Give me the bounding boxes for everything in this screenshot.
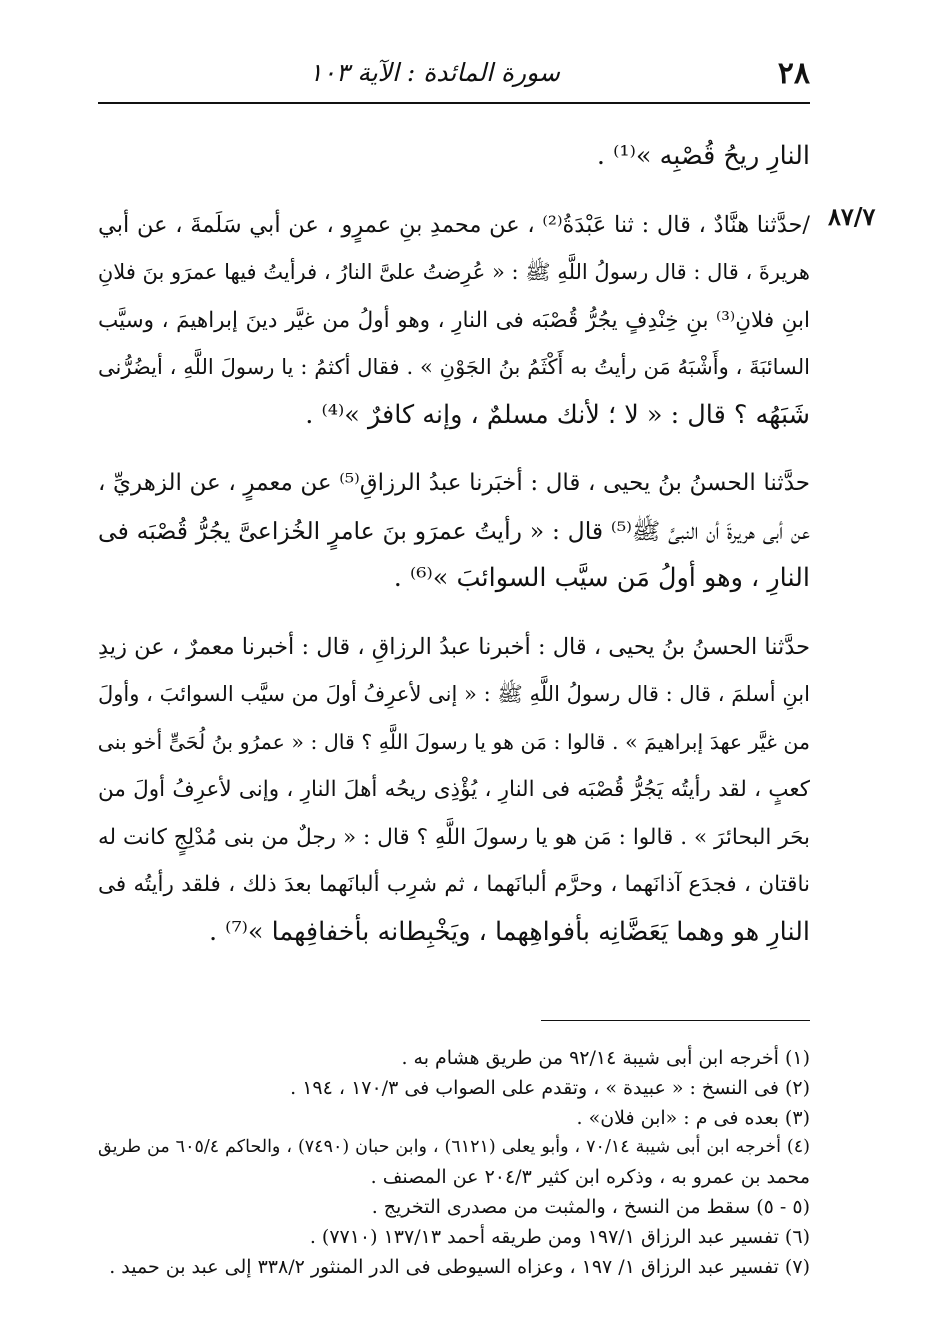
body-line: كعبٍ ، لقد رأيتُه يَجُرُّ قُصْبَه فى النارِ ، يُؤْذِى ريحُه أهلَ النارِ ، وإنى لأعرِفُ أولَ من [98,777,810,802]
body-line: شَبَهُه ؟ قال : « لا ؛ لأنك مسلمٌ ، وإنه كافرٌ »⁽⁴⁾ . [305,399,810,430]
body-line: النارِ ريحُ قُصْبِه »⁽¹⁾ . [596,141,810,171]
footnote: (٥ - ٥) سقط من النسخ ، والمثبت من مصدرى التخريج . [371,1195,810,1218]
footnote: (٢) فى النسخ : « عبيدة » ، وتقدم على الصواب فى ١٧٠/٣ ، ١٩٤ . [290,1076,810,1099]
body-line: النارِ ، وهو أولُ مَن سيَّب السوائبَ »⁽⁶⁾ . [393,563,810,593]
footnote: محمد بن عمرو به ، وذكره ابن كثير ٢٠٤/٣ عن المصنف . [370,1166,810,1189]
body-line: حدَّثنا الحسنُ بنُ يحيى ، قال : أخبَرنا عبدُ الرزاقِ⁽⁵⁾ عن معمرٍ ، عن الزهريِّ ، [98,470,810,496]
body-line: بحَر البحائرَ » . قالوا : مَن هو يا رسولَ اللَّهِ ؟ قال : « رجلٌ من بنى مُدْلِجٍ كانت له [98,824,810,850]
footnote-rule [541,1020,810,1021]
body-line: ناقتان ، فجدَع آذانَهما ، وحرَّم ألبانَهما ، ثم شرِب ألبانَهما بعدَ ذلك ، فلقد رأيتُه فى [98,872,810,897]
margin-reference: ٨٧/٧ [828,202,876,231]
page-number: ٢٨ [777,56,810,91]
footnote: (٣) بعده فى م : «ابن فلان» . [576,1106,810,1129]
body-line: السائبَةَ ، وأَشْبَهُ مَن رأيتُ به أَكْثَمُ بنُ الجَوْنِ » . فقال أكثمُ : يا رسولَ اللَّهِ ، أيضُرُّنى [98,355,810,379]
running-head: سورة المائدة : الآية ١٠٣ [309,58,560,87]
body-line: حدَّثنا الحسنُ بنُ يحيى ، قال : أخبرنا عبدُ الرزاقِ ، قال : أخبرنا معمرٌ ، عن زيدِ [98,633,810,660]
body-line: /حدَّثنا هنَّادٌ ، قال : ثنا عَبْدَةُ⁽²⁾ ، عن محمدِ بنِ عمرٍو ، عن أبي سَلَمةَ ، عن أبي [98,211,811,238]
page-header [98,50,810,90]
footnotes [98,1044,810,1282]
footnote: (١) أخرجه ابن أبى شيبة ٩٢/١٤ من طريق هشام به . [401,1047,810,1069]
footnote: (٤) أخرجه ابن أبى شيبة ٧٠/١٤ ، وأبو يعلى (٦١٢١) ، وابن حبان (٧٤٩٠) ، والحاكم ٦٠٥/٤ من طريق [98,1137,810,1158]
footnote: (٦) تفسير عبد الرزاق ١٩٧/١ ومن طريقه أحمد ١٣٧/١٣ (٧٧١٠) . [309,1225,810,1248]
body-line: ابنِ أسلمَ ، قال : قال رسولُ اللَّهِ ﷺ : « إنى لأعرِفُ أولَ من سيَّب السوائبَ ، وأولَ [98,682,810,706]
body-line: عن أبى هريرةَ أن النبىَّ ﷺ⁽⁵⁾ قال : « رأيتُ عمرَو بنَ عامرٍ الخُزاعىَّ يجُرُّ قُصْبَه فى [98,516,810,545]
body-line: ابنِ فلانِ⁽³⁾ بنِ خِنْدِفٍ يجُرُّ قُصْبَه فى النارِ ، وهو أولُ من غيَّر دينَ إبراهيمَ ، وسيَّب [98,307,810,333]
paragraph-gap [98,439,810,460]
body-line: هريرةَ ، قال : قال رسولُ اللَّهِ ﷺ : « عُرِضتُ علىَّ النارُ ، فرأيتُ فيها عمرَو بنَ فلانِ [97,260,810,284]
body-line: من غيَّر عهدَ إبراهيمَ » . قالوا : مَن هو يا رسولَ اللَّهِ ؟ قال : « عمرُو بنُ لُحَىٍّ أخو بنى [97,729,810,754]
paragraph-gap [98,603,810,624]
paragraph-gap [98,181,810,202]
body-line: النارِ هو وهما يَعَضَّانِه بأفواهِهما ، ويَخْبِطانه بأخفافِهما »⁽⁷⁾ . [208,916,810,947]
header-rule [98,102,810,104]
footnote: (٧) تفسير عبد الرزاق ١/ ١٩٧ ، وعزاه السيوطى فى الدر المنثور ٣٣٨/٢ إلى عبد بن حميد . [109,1255,810,1278]
main-text [98,133,810,956]
